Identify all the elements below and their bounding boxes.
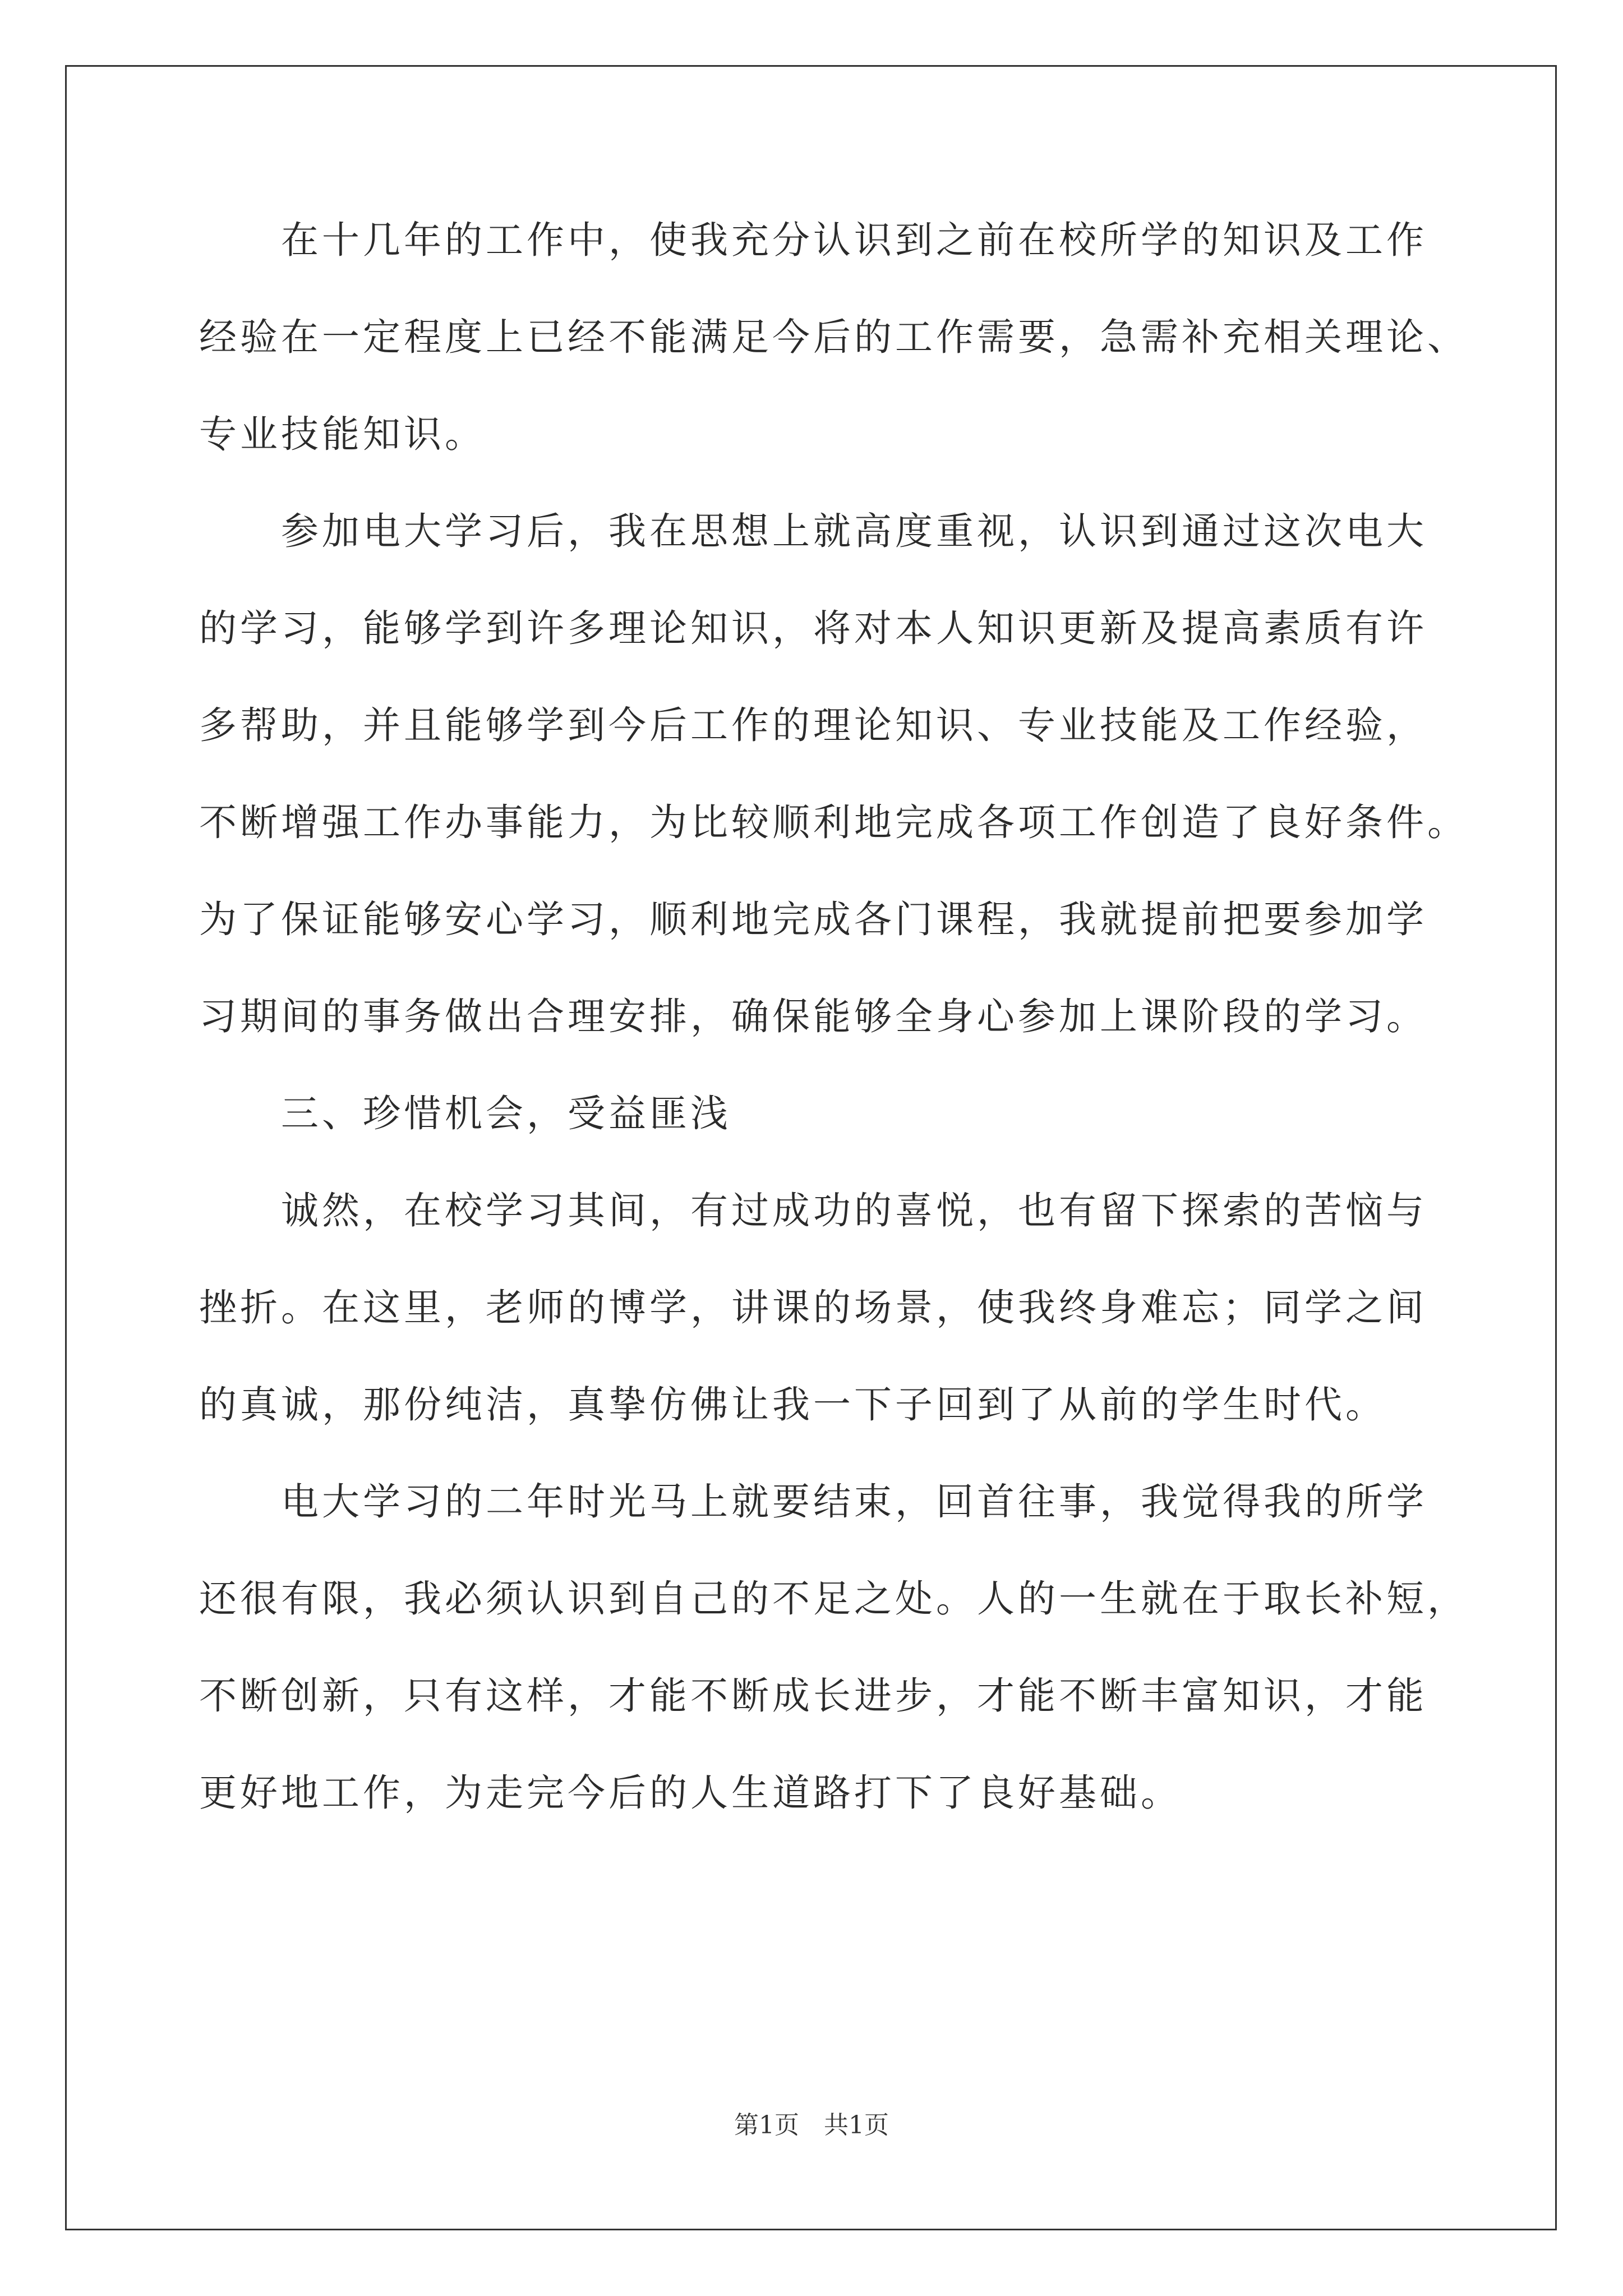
section-heading: 三、珍惜机会，受益匪浅 — [281, 1092, 731, 1135]
text-line: 更好地工作，为走完今后的人生道路打下了良好基础。 — [199, 1771, 1182, 1815]
text-line: 专业技能知识。 — [199, 412, 486, 456]
text-line: 挫折。在这里，老师的博学，讲课的场景，使我终身难忘；同学之间 — [199, 1286, 1427, 1329]
text-line: 不断增强工作办事能力，为比较顺利地完成各项工作创造了良好条件。 — [199, 800, 1468, 844]
text-line: 电大学习的二年时光马上就要结束，回首往事，我觉得我的所学 — [281, 1480, 1427, 1524]
text-line: 参加电大学习后，我在思想上就高度重视，认识到通过这次电大 — [281, 509, 1427, 553]
text-line: 多帮助，并且能够学到今后工作的理论知识、专业技能及工作经验， — [199, 703, 1427, 747]
text-line: 的学习，能够学到许多理论知识，将对本人知识更新及提高素质有许 — [199, 606, 1427, 650]
text-line: 在十几年的工作中，使我充分认识到之前在校所学的知识及工作 — [281, 218, 1427, 262]
document-body — [199, 218, 1468, 1871]
text-line: 习期间的事务做出合理安排，确保能够全身心参加上课阶段的学习。 — [199, 995, 1427, 1038]
text-line: 还很有限，我必须认识到自己的不足之处。人的一生就在于取长补短， — [199, 1577, 1468, 1621]
text-line: 经验在一定程度上已经不能满足今后的工作需要，急需补充相关理论、 — [199, 315, 1468, 359]
text-line: 为了保证能够安心学习，顺利地完成各门课程，我就提前把要参加学 — [199, 898, 1427, 941]
text-line: 诚然，在校学习其间，有过成功的喜悦，也有留下探索的苦恼与 — [281, 1189, 1427, 1232]
page-footer: 第1页 共1页 — [734, 2111, 889, 2139]
text-line: 不断创新，只有这样，才能不断成长进步，才能不断丰富知识，才能 — [199, 1674, 1427, 1718]
text-line: 的真诚，那份纯洁，真挚仿佛让我一下子回到了从前的学生时代。 — [199, 1383, 1386, 1427]
